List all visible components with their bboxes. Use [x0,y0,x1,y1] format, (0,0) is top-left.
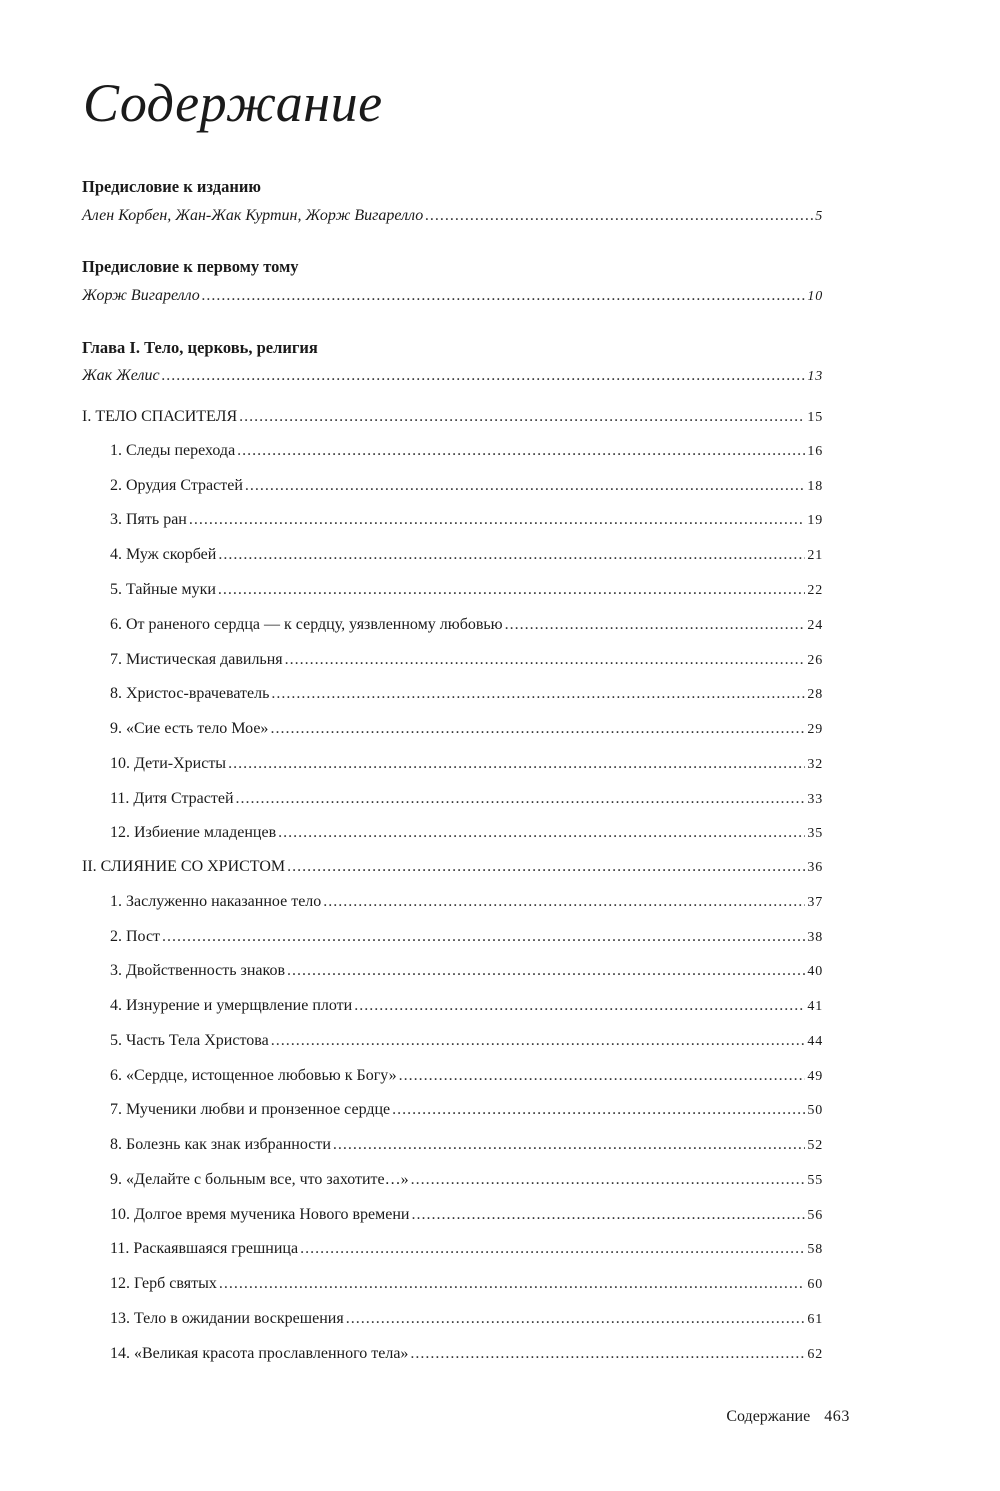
toc-entry[interactable] [110,1275,823,1293]
toc-entry[interactable] [82,207,823,225]
toc-entry[interactable] [110,1310,823,1328]
toc-entry-title: 10. Дети-Христы [110,755,227,772]
toc-entry-page: 18 [807,479,823,494]
toc-entry[interactable] [110,1032,823,1050]
toc-entry[interactable] [110,824,823,842]
toc-entry[interactable] [110,893,823,911]
toc-entry[interactable] [110,1171,823,1189]
toc-entry-title: 11. Раскаявшаяся грешница [110,1240,299,1257]
dot-leader [287,962,805,980]
dot-leader [346,1310,806,1328]
toc-entry-title: 9. «Сие есть тело Мое» [110,720,269,737]
toc-heading: Предисловие к изданию [82,177,261,196]
toc-entry-title: 10. Долгое время мученика Нового времени [110,1206,410,1223]
dot-leader [354,997,805,1015]
toc-entry[interactable] [110,546,823,564]
toc-entry-page: 49 [807,1069,823,1084]
toc-section[interactable] [82,408,823,426]
toc-entry-title: 12. Избиение младенцев [110,824,277,841]
dot-leader [218,546,805,564]
dot-leader [411,1171,806,1189]
toc-entry[interactable] [110,755,823,773]
toc-entry-page: 26 [807,653,823,668]
dot-leader [285,651,806,669]
toc-entry[interactable] [110,581,823,599]
toc-entry-page: 40 [807,964,823,979]
toc-entry[interactable] [110,962,823,980]
toc-entry-page: 36 [807,860,823,875]
toc-entry-author: Ален Корбен, Жан-Жак Куртин, Жорж Вигарелло [82,207,424,224]
toc-entry-page: 52 [807,1138,823,1153]
toc-entry-page: 32 [807,757,823,772]
toc-entry-page: 58 [807,1242,823,1257]
toc-section-title: II. СЛИЯНИЕ СО ХРИСТОМ [82,858,286,875]
dot-leader [392,1101,805,1119]
toc-entry-page: 60 [807,1277,823,1292]
toc-entry[interactable] [110,616,823,634]
dot-leader [412,1206,806,1224]
toc-title: Содержание [83,73,383,133]
toc-entry-page: 29 [807,722,823,737]
toc-entry-page: 5 [815,209,823,224]
toc-entry-title: 1. Следы перехода [110,442,236,459]
toc-entry-page: 10 [807,289,823,304]
dot-leader [271,1032,806,1050]
toc-entry[interactable] [110,1136,823,1154]
toc-entry-title: 3. Пять ран [110,511,187,528]
running-head: Содержание [726,1408,811,1425]
dot-leader [219,1275,806,1293]
toc-entry[interactable] [110,1345,823,1363]
toc-entry-title: 7. Мученики любви и пронзенное сердце [110,1101,391,1118]
toc-entry-page: 56 [807,1208,823,1223]
dot-leader [218,581,805,599]
toc-entry-title: 12. Герб святых [110,1275,217,1292]
page-footer [726,1408,850,1426]
toc-entry-title: 9. «Делайте с больным все, что захотите…» [110,1171,409,1188]
toc-entry-page: 19 [807,513,823,528]
toc-entry-title: 6. «Сердце, истощенное любовью к Богу» [110,1067,397,1084]
toc-entry-title: 13. Тело в ожидании воскрешения [110,1310,344,1327]
toc-entry-page: 38 [807,930,823,945]
toc-entry[interactable] [110,477,823,495]
toc-entry[interactable] [110,720,823,738]
toc-entry[interactable] [110,997,823,1015]
toc-entry-page: 13 [807,369,823,384]
toc-entry-author: Жак Желис [82,367,160,384]
dot-leader [162,367,806,385]
dot-leader [236,790,806,808]
dot-leader [278,824,805,842]
toc-entry[interactable] [110,651,823,669]
toc-entry-page: 28 [807,687,823,702]
toc-entry-title: 4. Муж скорбей [110,546,217,563]
dot-leader [505,616,806,634]
toc-entry-page: 44 [807,1034,823,1049]
dot-leader [189,511,806,529]
toc-entry-page: 62 [807,1347,823,1362]
dot-leader [237,442,805,460]
toc-entry-page: 33 [807,792,823,807]
dot-leader [202,287,806,305]
dot-leader [270,720,805,738]
dot-leader [228,755,805,773]
toc-entry-page: 37 [807,895,823,910]
toc-entry-page: 21 [807,548,823,563]
toc-entry[interactable] [110,928,823,946]
dot-leader [162,928,805,946]
dot-leader [425,207,813,225]
toc-entry[interactable] [82,367,823,385]
dot-leader [287,858,805,876]
toc-entry[interactable] [110,790,823,808]
toc-heading: Глава I. Тело, церковь, религия [82,338,318,357]
toc-entry[interactable] [110,685,823,703]
toc-entry-title: 5. Тайные муки [110,581,216,598]
dot-leader [333,1136,805,1154]
toc-entry-title: 6. От раненого сердца — к сердцу, уязвленному любовью [110,616,503,633]
toc-entry[interactable] [110,442,823,460]
toc-heading: Предисловие к первому тому [82,257,299,276]
toc-entry-title: 2. Пост [110,928,161,945]
toc-entry-page: 41 [807,999,823,1014]
toc-entry-page: 22 [807,583,823,598]
toc-entry-title: 7. Мистическая давильня [110,651,283,668]
toc-entry-title: 8. Болезнь как знак избранности [110,1136,331,1153]
toc-entry-page: 16 [807,444,823,459]
toc-entry-title: 8. Христос-врачеватель [110,685,270,702]
dot-leader [271,685,805,703]
toc-entry-page: 24 [807,618,823,633]
dot-leader [300,1240,805,1258]
toc-entry-title: 14. «Великая красота прославленного тела» [110,1345,409,1362]
toc-entry-page: 15 [807,410,823,425]
dot-leader [410,1345,805,1363]
toc-entry-title: 3. Двойственность знаков [110,962,285,979]
toc-entry-page: 50 [807,1103,823,1118]
dot-leader [239,408,805,426]
toc-entry-page: 35 [807,826,823,841]
toc-entry[interactable] [110,1206,823,1224]
toc-entry[interactable] [110,1067,823,1085]
toc-entry-title: 1. Заслуженно наказанное тело [110,893,322,910]
toc-entry[interactable] [110,1101,823,1119]
toc-entry[interactable] [110,511,823,529]
dot-leader [323,893,805,911]
toc-section[interactable] [82,858,823,876]
page-number: 463 [824,1408,850,1425]
toc-entry-title: 2. Орудия Страстей [110,477,243,494]
toc-entry-title: 5. Часть Тела Христова [110,1032,269,1049]
toc-entry-page: 55 [807,1173,823,1188]
toc-entry-title: 4. Изнурение и умерщвление плоти [110,997,353,1014]
toc-entry-author: Жорж Вигарелло [82,287,200,304]
toc-entry-title: 11. Дитя Страстей [110,790,234,807]
toc-entry-page: 61 [807,1312,823,1327]
toc-section-title: I. ТЕЛО СПАСИТЕЛЯ [82,408,238,425]
dot-leader [399,1067,806,1085]
toc-entry[interactable] [110,1240,823,1258]
toc-entry[interactable] [82,287,823,305]
dot-leader [245,477,805,495]
